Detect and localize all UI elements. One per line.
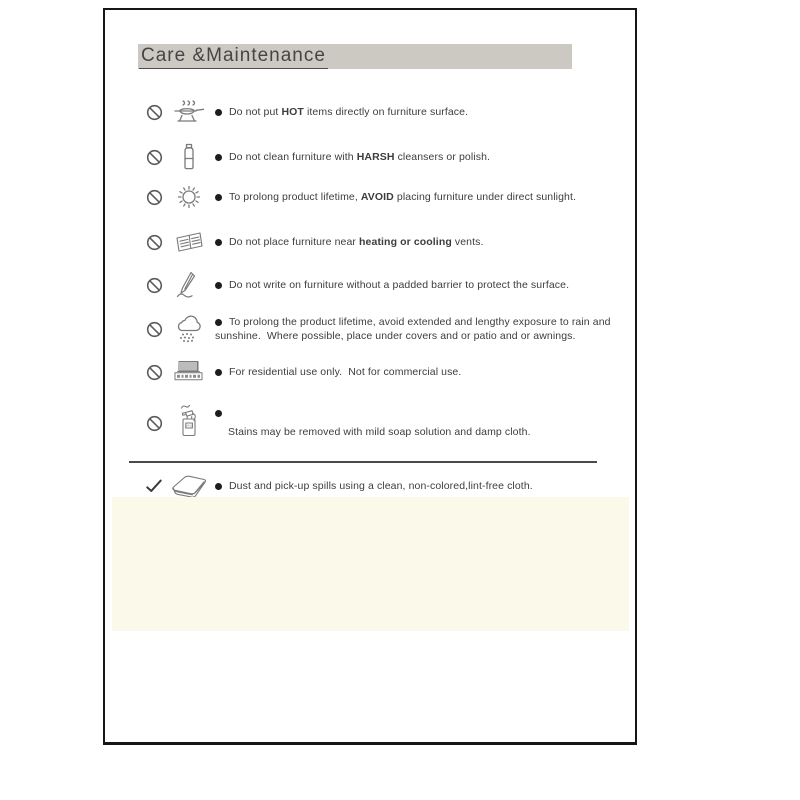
bullet-dot [215, 319, 222, 326]
care-item-text: To prolong the product lifetime, avoid extended and lengthy exposure to rain and sunshine. Where possible, place under covers and or patio and or awnings. [215, 316, 614, 342]
care-item-text: Do not place furniture near heating or cooling vents. [229, 236, 484, 248]
care-item-text: Do not write on furniture without a padded barrier to protect the surface. [229, 279, 570, 291]
bullet-dot [215, 483, 222, 490]
care-item-row [145, 97, 468, 127]
sun-icon [167, 182, 211, 212]
bullet-dot [215, 109, 222, 116]
care-item-text-block [215, 408, 531, 439]
page-title: Care &Maintenance [139, 45, 328, 69]
no-symbol-icon [145, 277, 163, 294]
bullet-dot [215, 282, 222, 289]
care-item-row [145, 142, 490, 172]
care-item-text: For residential use only. Not for commercial use. [229, 366, 462, 378]
no-symbol-icon [145, 189, 163, 206]
folded-cloth-icon [167, 472, 211, 500]
hot-items-icon [167, 98, 211, 126]
care-item-row [145, 307, 617, 351]
rain-cloud-icon [167, 313, 211, 345]
no-symbol-icon [145, 364, 163, 381]
highlight-panel [112, 497, 629, 631]
care-item-row [145, 270, 569, 300]
care-item-text: To prolong product lifetime, AVOID placing furniture under direct sunlight. [229, 191, 576, 203]
no-symbol-icon [145, 415, 163, 432]
care-item-text: Stains may be removed with mild soap solution and damp cloth. [228, 425, 531, 438]
care-item-row [145, 227, 484, 257]
bullet-dot [215, 154, 222, 161]
document-page [103, 8, 637, 745]
pen-icon [167, 270, 211, 300]
svg-text:MILD: MILD [186, 423, 194, 428]
no-symbol-icon [145, 104, 163, 121]
no-symbol-icon [145, 234, 163, 251]
building-icon [167, 359, 211, 385]
check-mark-icon [145, 477, 163, 495]
bullet-dot [215, 410, 222, 417]
care-item-row [145, 357, 461, 387]
care-item-row [145, 182, 576, 212]
separator-line [129, 461, 597, 463]
no-symbol-icon [145, 149, 163, 166]
care-item-row [145, 472, 533, 500]
care-item-text: Do not clean furniture with HARSH cleansers or polish. [229, 151, 491, 163]
bullet-dot [215, 194, 222, 201]
bullet-dot [215, 369, 222, 376]
title-bar [138, 44, 572, 69]
no-symbol-icon [145, 321, 163, 338]
spray-bottle-icon [167, 403, 211, 443]
care-item-row [145, 398, 531, 448]
care-item-text: Do not put HOT items directly on furniture surface. [229, 106, 469, 118]
bullet-dot [215, 239, 222, 246]
vent-icon [167, 229, 211, 255]
care-item-text: Dust and pick-up spills using a clean, non-colored,lint-free cloth. [229, 480, 533, 492]
cleanser-bottle-icon [167, 142, 211, 172]
